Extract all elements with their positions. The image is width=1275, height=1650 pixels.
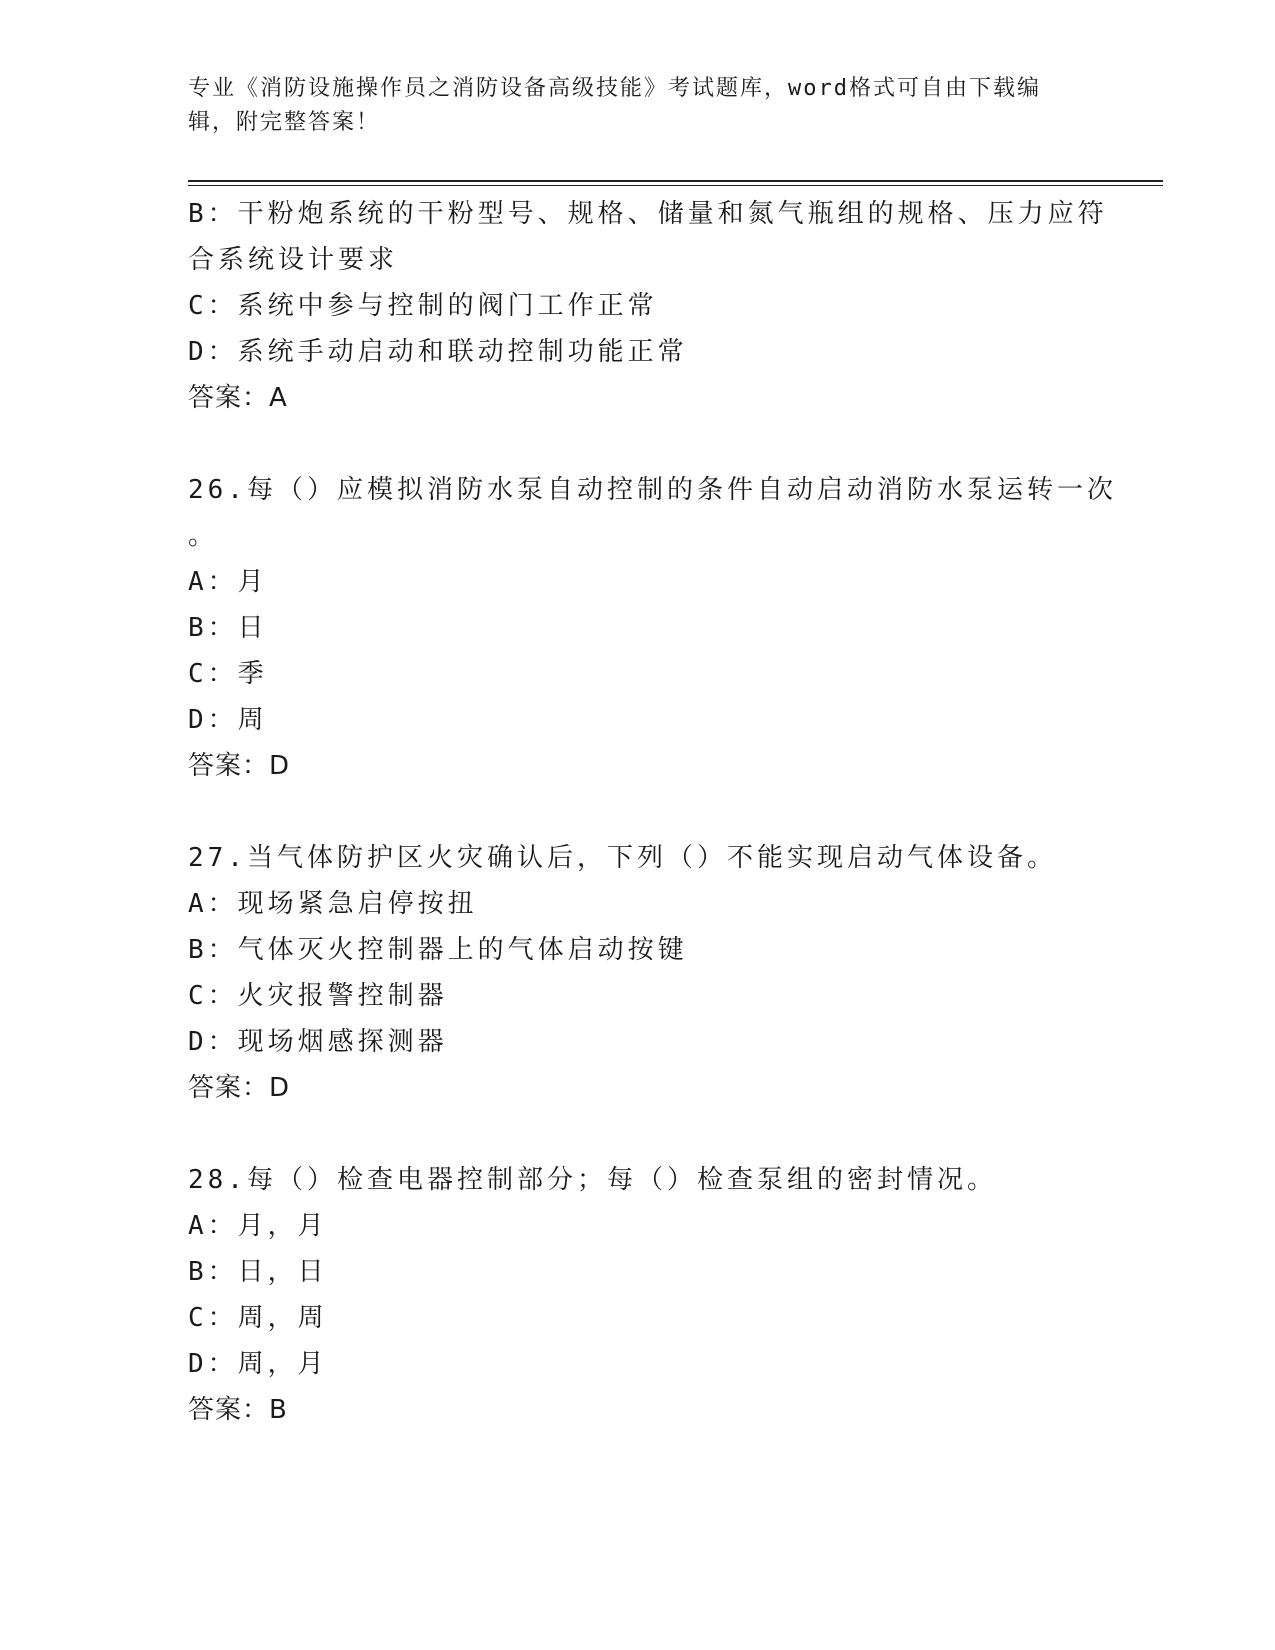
option-a: A：月 — [188, 567, 268, 597]
option-a: A：月，月 — [188, 1211, 328, 1241]
answer-line: 答案：D — [188, 1073, 291, 1103]
header-line-1: 专业《消防设施操作员之消防设备高级技能》考试题库，word格式可自由下载编 — [188, 76, 1041, 101]
option-d: D：现场烟感探测器 — [188, 1027, 448, 1057]
option-d: D：系统手动启动和联动控制功能正常 — [188, 337, 688, 367]
option-b: B：气体灭火控制器上的气体启动按键 — [188, 935, 688, 965]
answer-line: 答案：D — [188, 751, 291, 781]
option-b-continued: 合系统设计要求 — [188, 245, 399, 275]
option-b: B：日 — [188, 613, 268, 643]
option-d: D：周 — [188, 705, 268, 735]
header-divider-thick — [188, 180, 1163, 182]
document-body — [188, 191, 1117, 1433]
question-stem-continued: 。 — [188, 521, 219, 551]
question-27 — [188, 835, 1088, 1111]
question-stem: 28.每（）检查电器控制部分；每（）检查泵组的密封情况。 — [188, 1165, 997, 1195]
option-a: A：现场紧急启停按扭 — [188, 889, 478, 919]
option-c: C：火灾报警控制器 — [188, 981, 448, 1011]
option-c: C：系统中参与控制的阀门工作正常 — [188, 291, 658, 321]
answer-line: 答案：A — [188, 383, 288, 413]
option-b: B：日，日 — [188, 1257, 328, 1287]
option-d: D：周，月 — [188, 1349, 328, 1379]
header-divider-thin — [188, 185, 1163, 186]
question-stem: 27.当气体防护区火灾确认后，下列（）不能实现启动气体设备。 — [188, 843, 1057, 873]
question-stem: 26.每（）应模拟消防水泵自动控制的条件自动启动消防水泵运转一次 — [188, 475, 1117, 505]
option-c: C：周，周 — [188, 1303, 328, 1333]
option-b: B：干粉炮系统的干粉型号、规格、储量和氮气瓶组的规格、压力应符 — [188, 199, 1108, 229]
question-28 — [188, 1157, 1088, 1433]
question-26 — [188, 467, 1117, 789]
question-25-continued — [188, 191, 1108, 421]
document-header — [188, 72, 1088, 140]
option-c: C：季 — [188, 659, 268, 689]
header-line-2: 辑，附完整答案！ — [188, 110, 381, 135]
answer-line: 答案：B — [188, 1395, 288, 1425]
